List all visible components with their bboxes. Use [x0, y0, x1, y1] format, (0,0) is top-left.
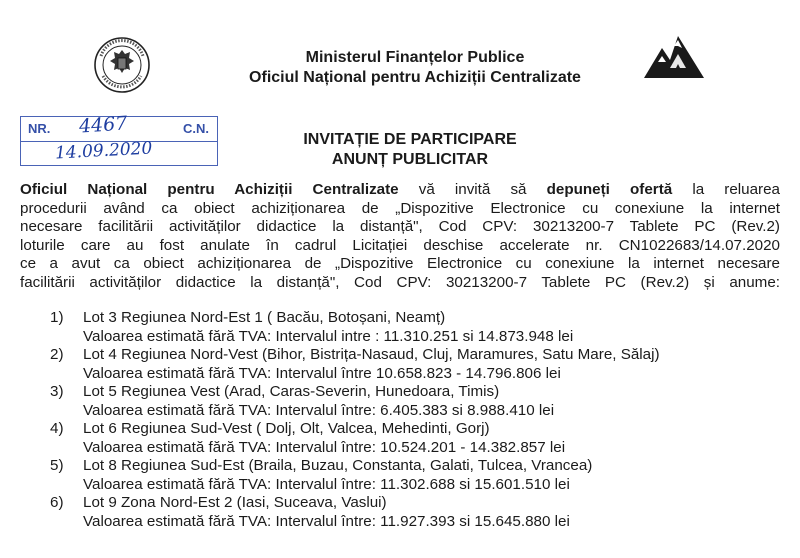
list-item — [50, 383, 790, 420]
lot-name: Lot 8 Regiunea Sud-Est (Braila, Buzau, Constanta, Galati, Tulcea, Vrancea) — [83, 457, 593, 474]
ministry-name: Ministerul Finanțelor Publice — [305, 49, 525, 66]
coat-of-arms-icon — [93, 36, 151, 94]
lot-number: 3) — [50, 383, 64, 400]
paragraph-line: ce a avut ca obiect achiziționarea de „Dispozitive Electronice cu conexiune la internet necesare — [20, 255, 780, 273]
onac-logo — [640, 32, 708, 94]
intro-text-end: la reluarea — [672, 181, 780, 198]
lot-value: Valoarea estimată fără TVA: Intervalul între: 6.405.383 si 8.988.410 lei — [83, 401, 555, 419]
stamp-cn-label: C.N. — [183, 121, 209, 136]
intro-text: vă invită să — [398, 181, 547, 198]
paragraph-line: necesare facilitării activităților didactice la distanță", Cod CPV: 30213200-7 Tablete PC (Rev.2) — [20, 218, 780, 236]
lot-number: 2) — [50, 346, 64, 363]
lot-number: 1) — [50, 309, 64, 326]
mountain-logo-icon — [640, 32, 708, 80]
paragraph-line: facilitării activităților didactice la distanță", Cod CPV: 30213200-7 Tablete PC (Rev.2) și anume: — [20, 273, 780, 291]
paragraph-line — [20, 181, 780, 200]
lot-number: 4) — [50, 420, 64, 437]
stamp-nr-label: NR. — [28, 121, 51, 136]
list-item — [50, 420, 790, 457]
office-name: Oficiul Național pentru Achiziții Centralizate — [249, 69, 581, 86]
lot-value: Valoarea estimată fără TVA: Intervalul între: 10.524.201 - 14.382.857 lei — [83, 438, 566, 456]
lot-value: Valoarea estimată fără TVA: Intervalul între: 11.927.393 si 15.645.880 lei — [83, 512, 570, 530]
office-name-bold: Oficiul Național pentru Achiziții Centralizate — [20, 181, 399, 198]
paragraph-line: procedurii având ca obiect achiziționarea de „Dispozitive Electronice cu conexiune la internet — [20, 199, 780, 217]
lot-name: Lot 5 Regiunea Vest (Arad, Caras-Severin, Hunedoara, Timis) — [83, 383, 500, 400]
document-subtitle: ANUNȚ PUBLICITAR — [331, 151, 489, 168]
lot-value: Valoarea estimată fără TVA: Intervalul între 10.658.823 - 14.796.806 lei — [83, 364, 561, 382]
lot-name: Lot 3 Regiunea Nord-Est 1 ( Bacău, Botoșani, Neamț) — [83, 309, 446, 326]
list-item — [50, 494, 790, 531]
ministry-header — [205, 48, 625, 88]
coat-of-arms-seal — [93, 36, 151, 94]
document-title: INVITAȚIE DE PARTICIPARE — [303, 131, 517, 148]
stamp-number: 4467 — [78, 112, 129, 138]
registration-stamp — [20, 112, 218, 166]
lot-name: Lot 9 Zona Nord-Est 2 (Iasi, Suceava, Vaslui) — [83, 494, 387, 511]
lot-number: 6) — [50, 494, 64, 511]
lots-list — [50, 309, 790, 531]
lot-name: Lot 6 Regiunea Sud-Vest ( Dolj, Olt, Valcea, Mehedinti, Gorj) — [83, 420, 490, 437]
paragraph-line: loturile care au fost anulate în cadrul Licitației deschise accelerate nr. CN1022683/14.07.2020 — [20, 236, 780, 254]
lot-name: Lot 4 Regiunea Nord-Vest (Bihor, Bistrița-Nasaud, Cluj, Maramures, Satu Mare, Sălaj) — [83, 346, 660, 363]
lot-number: 5) — [50, 457, 64, 474]
list-item — [50, 457, 790, 494]
stamp-date: 14.09.2020 — [54, 138, 153, 164]
list-item — [50, 346, 790, 383]
invitation-paragraph — [20, 181, 780, 293]
submit-offer-bold: depuneți ofertă — [546, 181, 673, 198]
lot-value: Valoarea estimată fără TVA: Intervalul intre : 11.310.251 si 14.873.948 lei — [83, 327, 574, 345]
lot-value: Valoarea estimată fără TVA: Intervalul între: 11.302.688 si 15.601.510 lei — [83, 475, 570, 493]
list-item — [50, 309, 790, 346]
